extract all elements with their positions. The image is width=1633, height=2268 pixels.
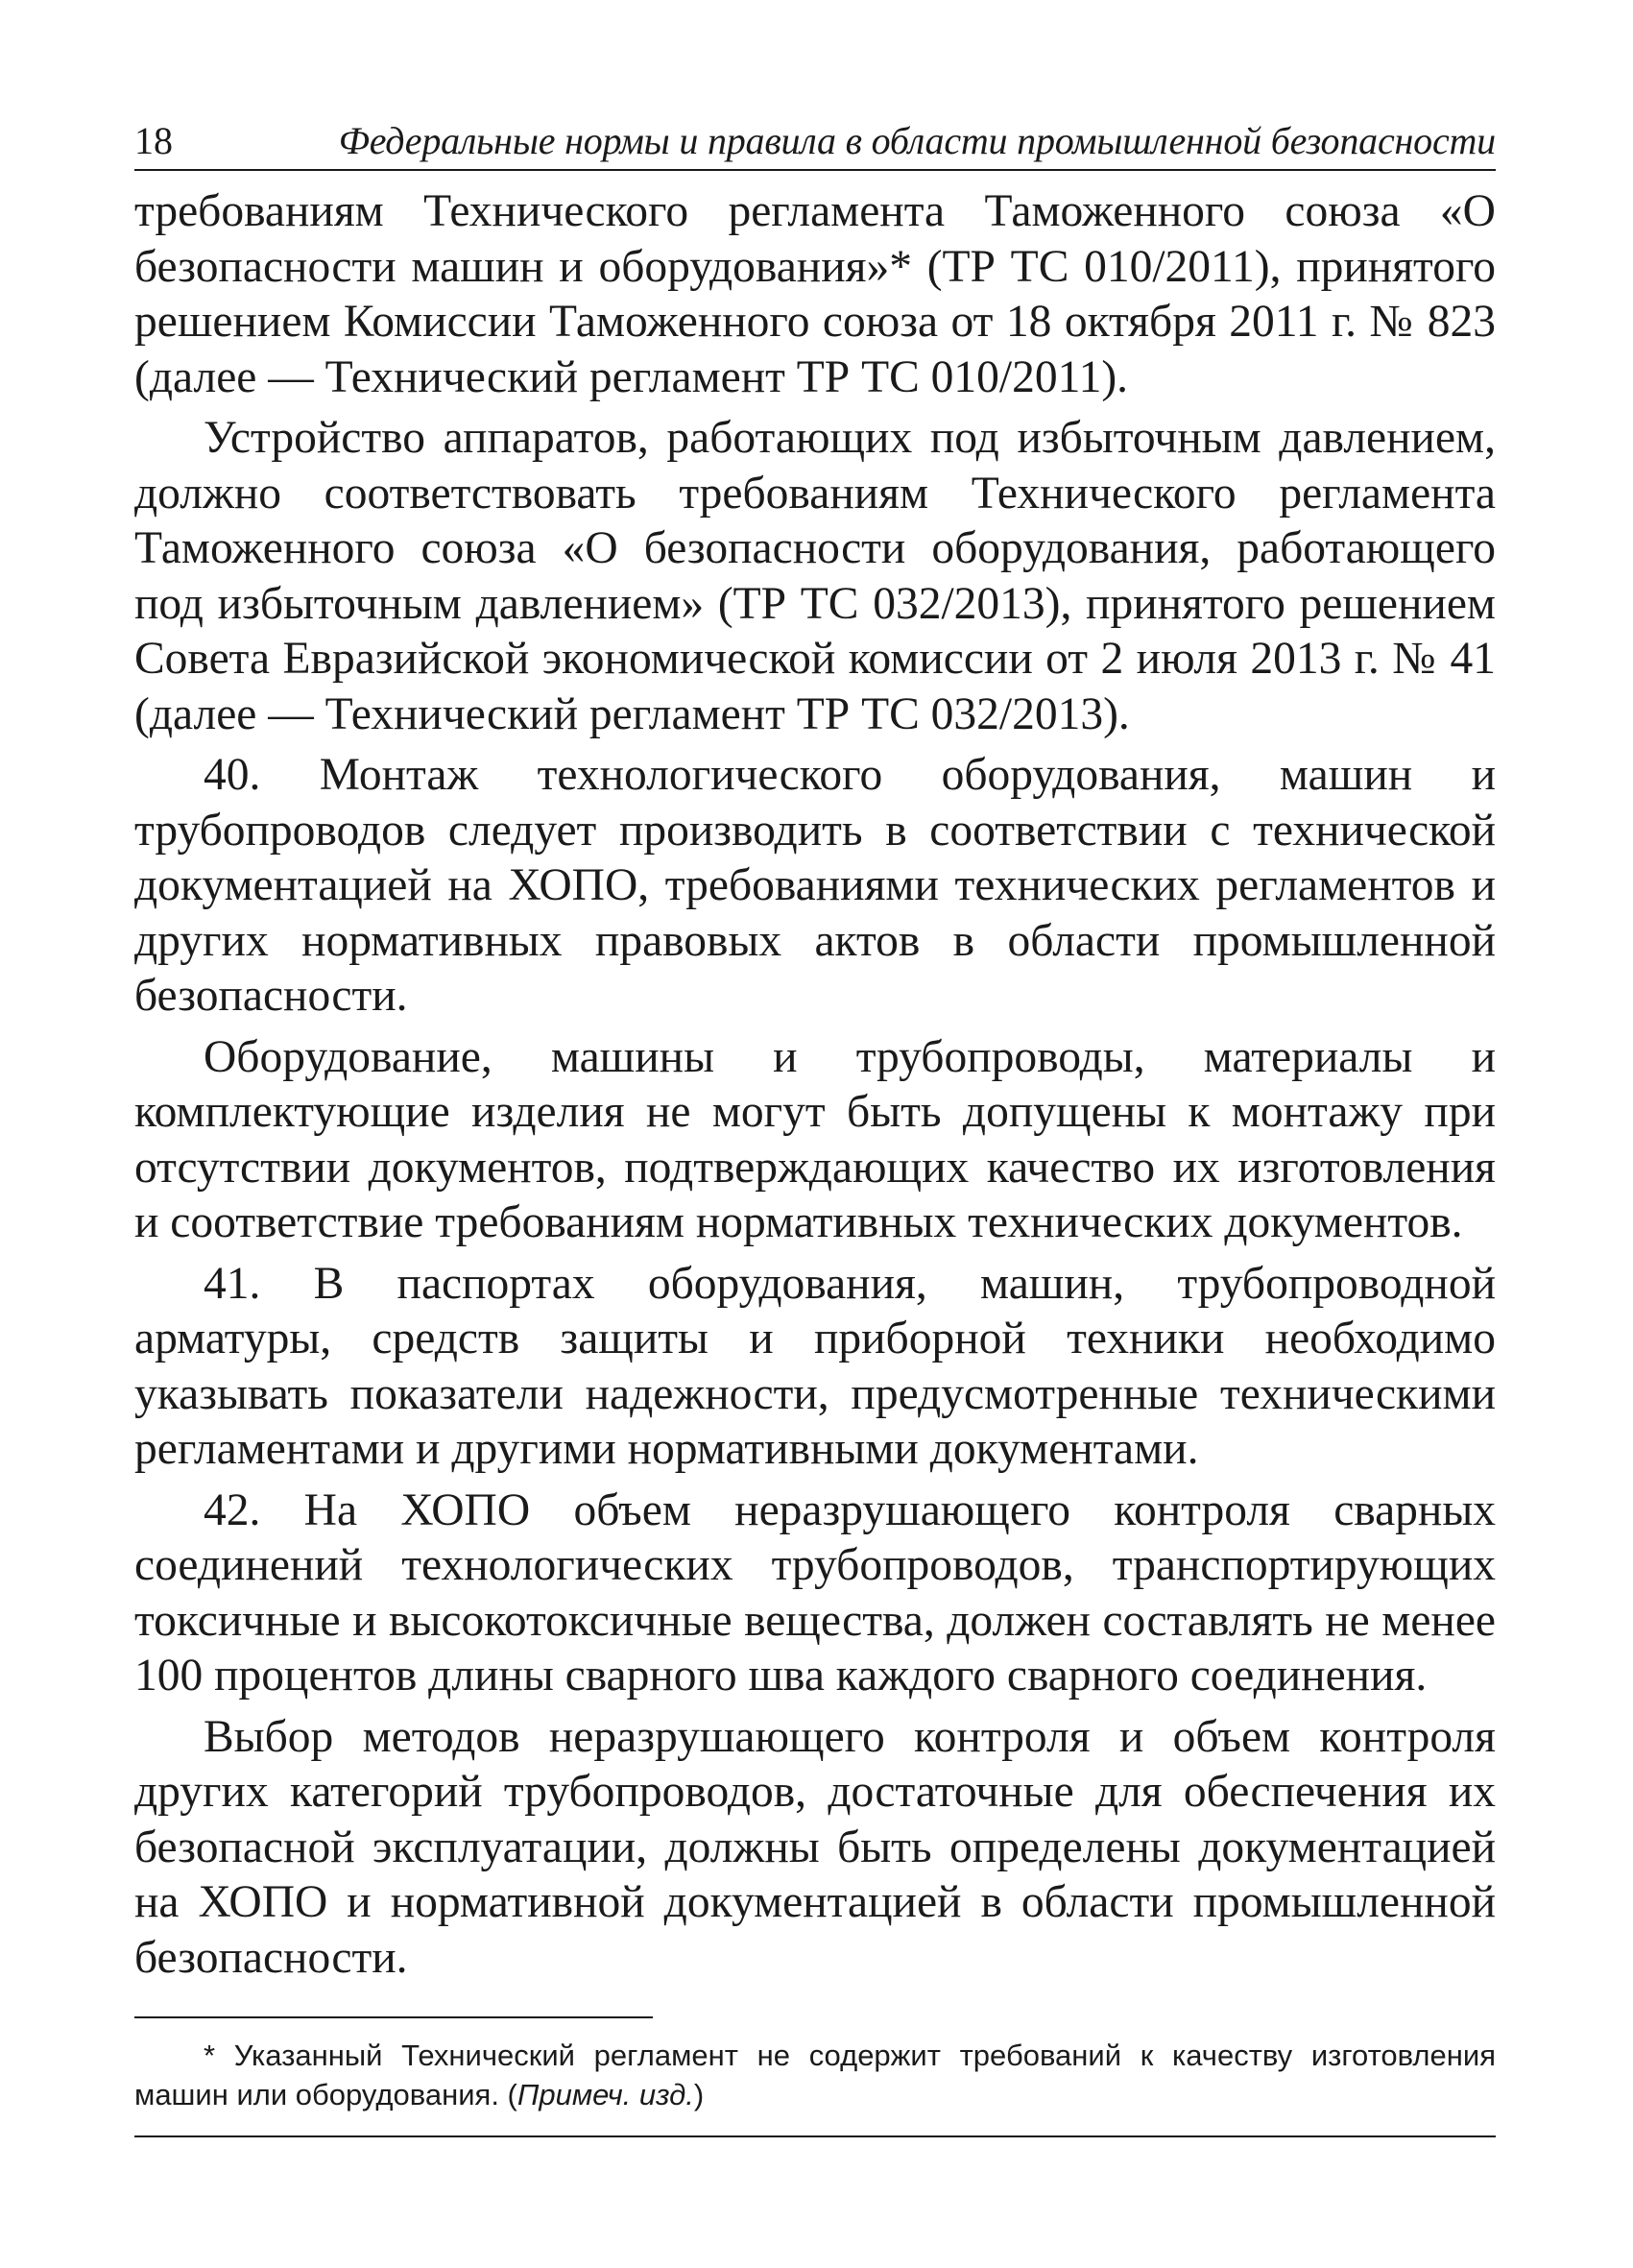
footnote-close: )	[693, 2078, 705, 2111]
running-header	[134, 115, 1496, 171]
paragraph: Оборудование, машины и трубопроводы, материалы и комплектующие изделия не могут быть допущены к монтажу при отсутствии документов, подтверждающих качество их изготовления и соответствие требованиям нормативных технических документов.	[134, 1031, 1496, 1247]
paragraph-item-42: 42. На ХОПО объем неразрушающего контроля сварных соединений технологических трубопроводов, транспортирующих токсичные и высокотоксичные вещества, должен составлять не менее 100 процентов длины сварного шва каждого сварного соединения.	[134, 1484, 1496, 1701]
running-title: Федеральные нормы и правила в области промышленной безопасности	[338, 119, 1496, 162]
footnote	[134, 2036, 1496, 2114]
paragraph: Выбор методов неразрушающего контроля и объем контроля других категорий трубопроводов, достаточные для обеспечения их безопасной эксплуатации, должны быть определены документацией на ХОПО и нормативной документацией в области промышленной безопасности.	[134, 1711, 1496, 1983]
document-page	[134, 115, 1496, 2137]
page-number: 18	[134, 119, 173, 162]
footnote-text: * Указанный Технический регламент не содержит требований к качеству изготовления машин или оборудования. (	[134, 2039, 1496, 2111]
paragraph: Устройство аппаратов, работающих под избыточным давлением, должно соответствовать требованиям Технического регламента Таможенного союза «О безопасности оборудования, работающего под избыточным давлением» (ТР ТС 032/2013), принятого решением Совета Евразийской экономической комиссии от 2 июля 2013 г. № 41 (далее — Технический регламент ТР ТС 032/2013).	[134, 413, 1496, 739]
paragraph-continuation: требованиям Технического регламента Таможенного союза «О безопасности машин и оборудования»* (ТР ТС 010/2011), принятого решением Комиссии Таможенного союза от 18 октября 2011 г. № 823 (далее — Технический регламент ТР ТС 010/2011).	[134, 186, 1496, 402]
bottom-divider	[134, 2135, 1496, 2137]
footnote-divider	[134, 2016, 653, 2018]
paragraph-item-40: 40. Монтаж технологического оборудования, машин и трубопроводов следует производить в соответствии с технической документацией на ХОПО, требованиями технических регламентов и других нормативных правовых актов в области промышленной безопасности.	[134, 750, 1496, 1021]
footnote-editor-note: Примеч. изд.	[516, 2078, 694, 2111]
body-text	[134, 184, 1496, 1986]
paragraph-item-41: 41. В паспортах оборудования, машин, трубопроводной арматуры, средств защиты и приборной техники необходимо указывать показатели надежности, предусмотренные техническими регламентами и другими нормативными документами.	[134, 1258, 1496, 1474]
